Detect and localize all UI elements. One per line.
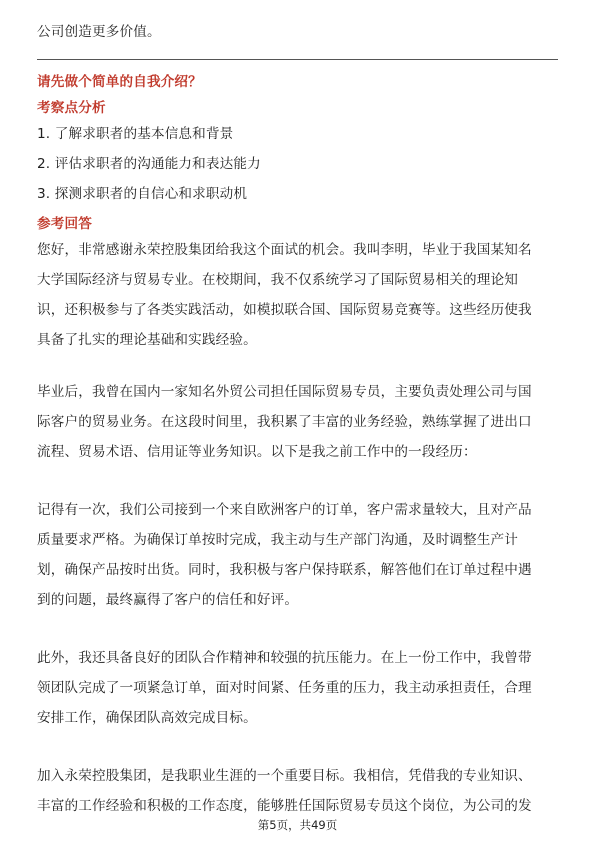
answer-paragraph-line: 安排工作，确保团队高效完成目标。 xyxy=(37,710,257,726)
answer-paragraph-line: 质量要求严格。为确保订单按时完成，我主动与生产部门沟通，及时调整生产计 xyxy=(37,532,519,548)
analysis-item: 3. 探测求职者的自信心和求职动机 xyxy=(37,186,248,202)
answer-paragraph-line: 大学国际经济与贸易专业。在校期间，我不仅系统学习了国际贸易相关的理论知 xyxy=(37,272,519,288)
answer-paragraph-line: 识，还积极参与了各类实践活动，如模拟联合国、国际贸易竞赛等。这些经历使我 xyxy=(37,302,532,318)
question-title: 请先做个简单的自我介绍？ xyxy=(37,74,202,90)
page-footer: 第5页，共49页 xyxy=(257,818,338,832)
answer-paragraph-line: 记得有一次，我们公司接到一个来自欧洲客户的订单，客户需求量较大，且对产品 xyxy=(37,502,532,518)
answer-paragraph-line: 领团队完成了一项紧急订单，面对时间紧、任务重的压力，我主动承担责任，合理 xyxy=(37,680,532,696)
answer-paragraph-line: 划，确保产品按时出货。同时，我积极与客户保持联系，解答他们在订单过程中遇 xyxy=(37,562,532,578)
analysis-heading: 考察点分析 xyxy=(37,100,106,116)
answer-paragraph-line: 到的问题，最终赢得了客户的信任和好评。 xyxy=(37,592,299,608)
answer-heading: 参考回答 xyxy=(37,216,92,232)
answer-paragraph-line: 您好，非常感谢永荣控股集团给我这个面试的机会。我叫李明，毕业于我国某知名 xyxy=(37,242,532,258)
section-divider xyxy=(37,59,558,60)
answer-paragraph-line: 具备了扎实的理论基础和实践经验。 xyxy=(37,332,257,348)
intro-tail-text: 公司创造更多价值。 xyxy=(37,24,161,40)
answer-paragraph-line: 加入永荣控股集团，是我职业生涯的一个重要目标。我相信，凭借我的专业知识、 xyxy=(37,768,532,784)
answer-paragraph-line: 此外，我还具备良好的团队合作精神和较强的抗压能力。在上一份工作中，我曾带 xyxy=(37,650,532,666)
answer-paragraph-line: 际客户的贸易业务。在这段时间里，我积累了丰富的业务经验，熟练掌握了进出口 xyxy=(37,414,532,430)
answer-paragraph-line: 丰富的工作经验和积极的工作态度，能够胜任国际贸易专员这个岗位，为公司的发 xyxy=(37,798,532,814)
answer-paragraph-line: 流程、贸易术语、信用证等业务知识。以下是我之前工作中的一段经历： xyxy=(37,444,477,460)
answer-paragraph-line: 毕业后，我曾在国内一家知名外贸公司担任国际贸易专员，主要负责处理公司与国 xyxy=(37,384,532,400)
analysis-item: 2. 评估求职者的沟通能力和表达能力 xyxy=(37,156,261,172)
analysis-item: 1. 了解求职者的基本信息和背景 xyxy=(37,126,234,142)
